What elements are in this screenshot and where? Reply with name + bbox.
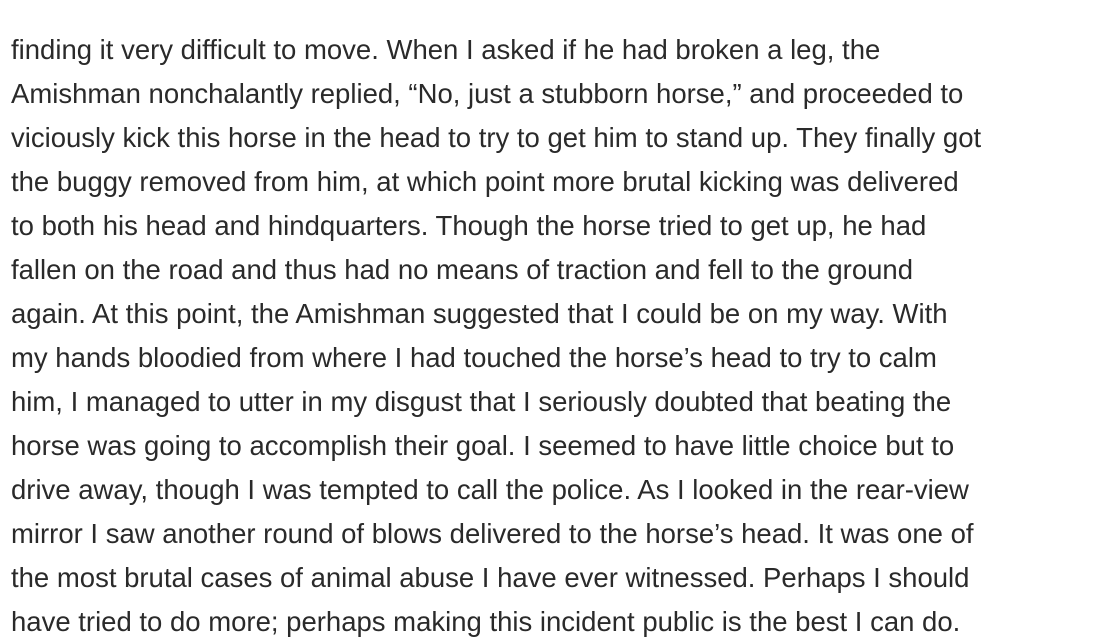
paragraph-line: have tried to do more; perhaps making this incident public is the best I can do. xyxy=(11,606,961,637)
paragraph-line-cutoff xyxy=(11,0,1101,28)
paragraph-line: to both his head and hindquarters. Though the horse tried to get up, he had xyxy=(11,210,927,241)
paragraph-line: finding it very difficult to move. When I asked if he had broken a leg, the xyxy=(11,34,881,65)
paragraph-line: again. At this point, the Amishman suggested that I could be on my way. With xyxy=(11,298,948,329)
paragraph-line: mirror I saw another round of blows delivered to the horse’s head. It was one of xyxy=(11,518,974,549)
article-text xyxy=(11,0,1101,644)
paragraph-line: fallen on the road and thus had no means of traction and fell to the ground xyxy=(11,254,914,285)
paragraph-line: the most brutal cases of animal abuse I have ever witnessed. Perhaps I should xyxy=(11,562,970,593)
paragraph-line: viciously kick this horse in the head to try to get him to stand up. They finally got xyxy=(11,122,982,153)
paragraph-line: Amishman nonchalantly replied, “No, just a stubborn horse,” and proceeded to xyxy=(11,78,964,109)
paragraph-line: my hands bloodied from where I had touched the horse’s head to try to calm xyxy=(11,342,937,373)
paragraph-line: him, I managed to utter in my disgust that I seriously doubted that beating the xyxy=(11,386,952,417)
paragraph-line: drive away, though I was tempted to call the police. As I looked in the rear-view xyxy=(11,474,969,505)
paragraph-line: horse was going to accomplish their goal. I seemed to have little choice but to xyxy=(11,430,955,461)
paragraph-line: the buggy removed from him, at which point more brutal kicking was delivered xyxy=(11,166,959,197)
